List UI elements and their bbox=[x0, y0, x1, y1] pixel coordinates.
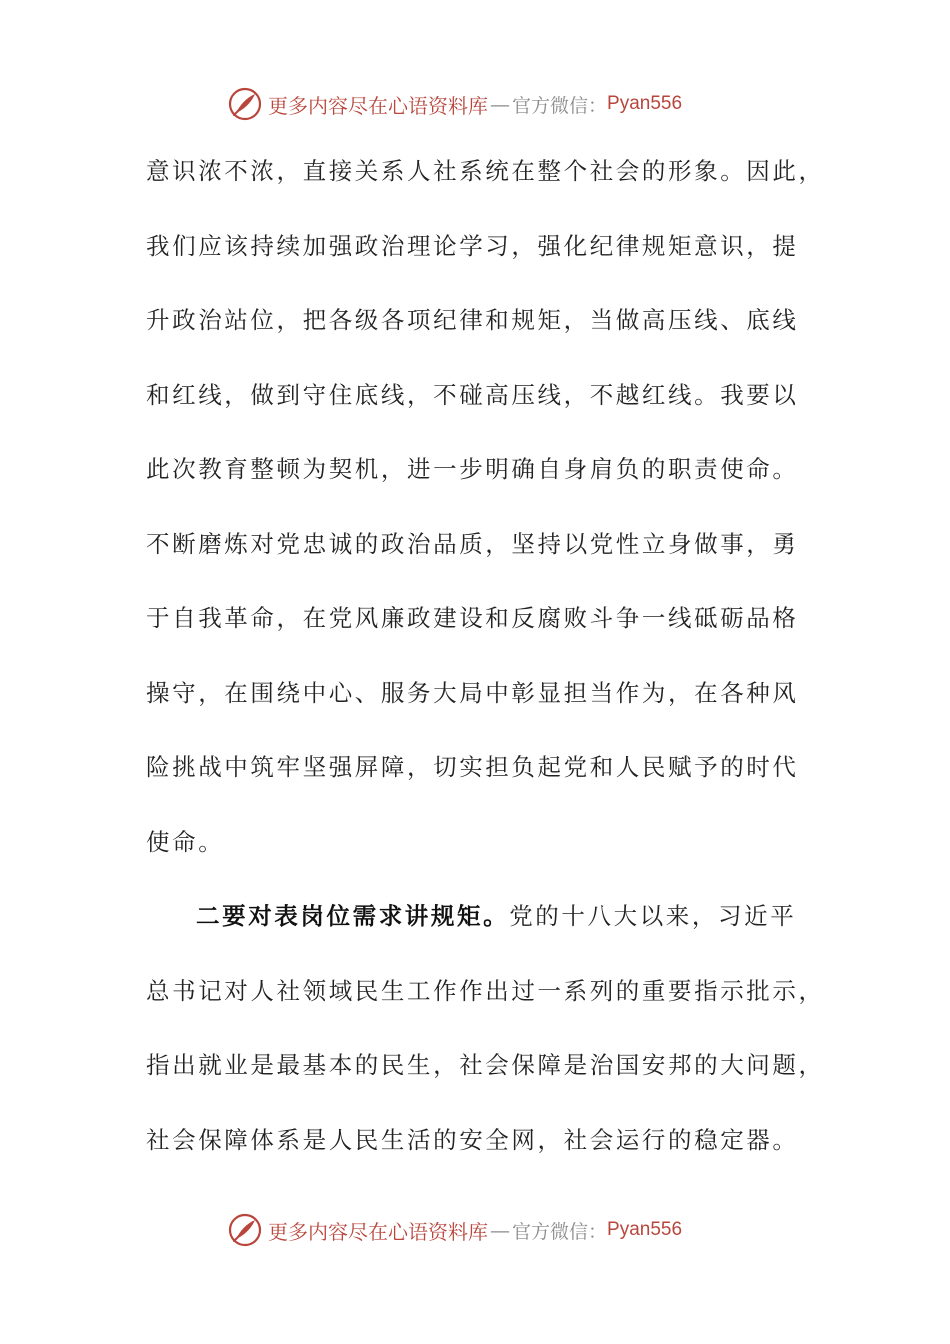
body-line: 险挑战中筑牢坚强屏障，切实担负起党和人民赋予的时代 bbox=[146, 753, 799, 781]
watermark-separator: — bbox=[490, 1218, 510, 1242]
watermark-text: 更多内容尽在心语资料库 bbox=[268, 1219, 488, 1244]
watermark-label: 官方微信： bbox=[512, 1220, 608, 1243]
section-first-line bbox=[146, 893, 806, 968]
body-line: 和红线，做到守住底线，不碰高压线，不越红线。我要以 bbox=[146, 380, 799, 409]
body-line: 操守，在围绕中心、服务大局中彰显担当作为，在各种风 bbox=[146, 678, 799, 707]
body-line: 使命。 bbox=[146, 827, 225, 856]
watermark-separator: — bbox=[490, 92, 510, 116]
section-first-line-text: 党的十八大以来，习近平 bbox=[509, 902, 797, 930]
footer-watermark bbox=[228, 1210, 682, 1250]
body-line: 不断磨炼对党忠诚的政治品质，坚持以党性立身做事，勇 bbox=[146, 529, 799, 558]
body-line: 于自我革命，在党风廉政建设和反腐败斗争一线砥砺品格 bbox=[146, 604, 799, 632]
body-line: 此次教育整顿为契机，进一步明确自身肩负的职责使命。 bbox=[146, 455, 799, 483]
section-heading: 二要对表岗位需求讲规矩。 bbox=[196, 902, 510, 930]
body-line: 社会保障体系是人民生活的安全网，社会运行的稳定器。 bbox=[146, 1125, 799, 1154]
watermark-wechat-id: Pyan556 bbox=[607, 1219, 683, 1240]
quill-pen-icon bbox=[228, 1213, 262, 1247]
body-line: 意识浓不浓，直接关系人社系统在整个社会的形象。因此， bbox=[146, 157, 825, 185]
document-body bbox=[146, 148, 825, 1191]
body-line: 总书记对人社领域民生工作作出过一系列的重要指示批示， bbox=[146, 976, 825, 1005]
body-line: 指出就业是最基本的民生，社会保障是治国安邦的大问题， bbox=[146, 1051, 825, 1079]
body-line: 升政治站位，把各级各项纪律和规矩，当做高压线、底线 bbox=[146, 306, 799, 334]
watermark-wechat-id: Pyan556 bbox=[607, 93, 683, 114]
watermark-label: 官方微信： bbox=[512, 94, 608, 117]
body-line: 我们应该持续加强政治理论学习，强化纪律规矩意识，提 bbox=[146, 231, 799, 260]
header-watermark bbox=[228, 84, 682, 124]
quill-pen-icon bbox=[228, 87, 262, 121]
watermark-text: 更多内容尽在心语资料库 bbox=[268, 93, 488, 118]
